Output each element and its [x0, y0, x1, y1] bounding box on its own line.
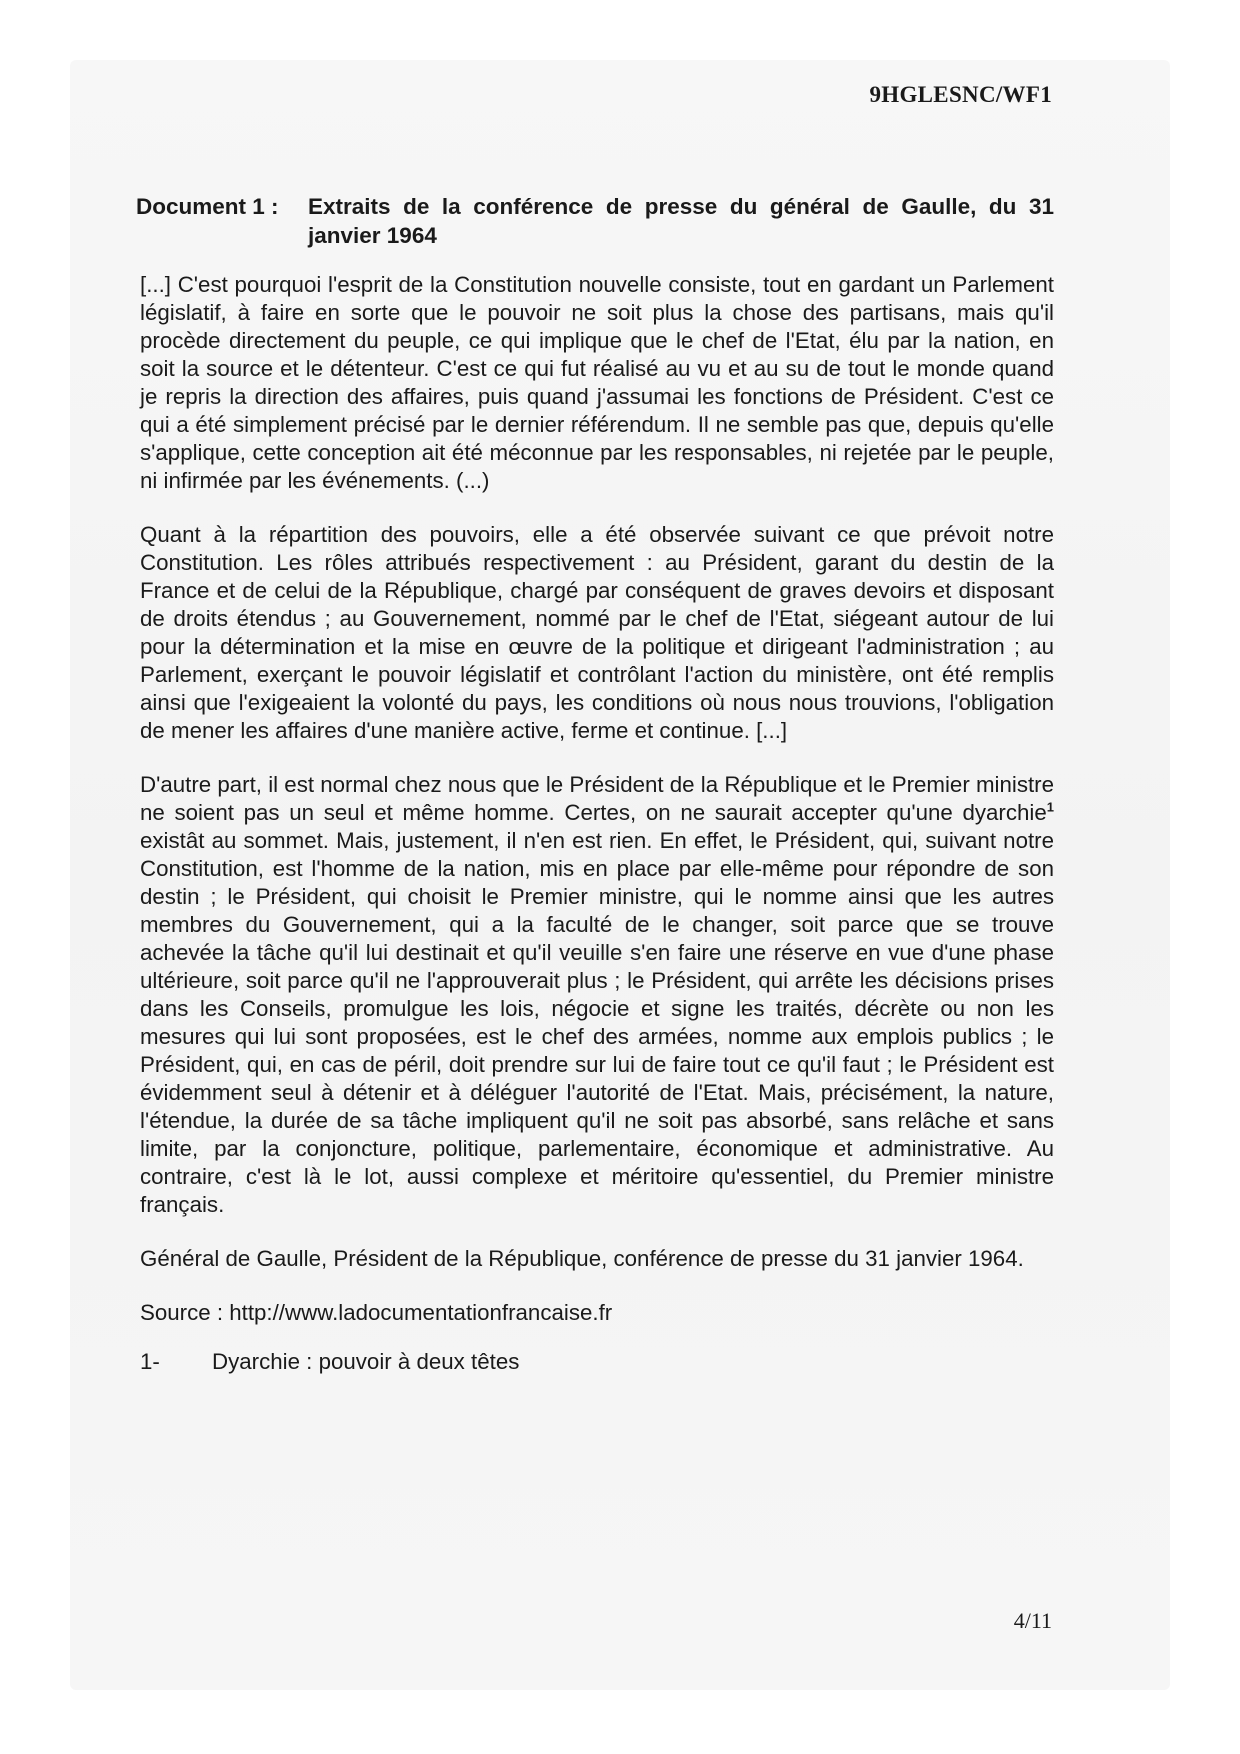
footnote-number: 1- [140, 1349, 160, 1374]
paragraph-3-part-1: D'autre part, il est normal chez nous que le Président de la République et le Premier ministre ne soient pas un seul et même homme. Certes, on ne saurait accepter qu'une dyarchie [140, 772, 1054, 825]
footnote [140, 1348, 1054, 1376]
paragraph-1: [...] C'est pourquoi l'esprit de la Constitution nouvelle consiste, tout en gardant un Parlement législatif, à faire en sorte que le pouvoir ne soit plus la chose des partisans, mais qu'il procède directement du peuple, ce qui implique que le chef de l'Etat, élu par la nation, en soit la source et le détenteur. C'est ce qui fut réalisé au vu et au su de tout le monde quand je repris la direction des affaires, puis quand j'assumai les fonctions de Président. C'est ce qui a été simplement précisé par le dernier référendum. Il ne semble pas que, depuis qu'elle s'applique, cette conception ait été méconnue par les responsables, ni rejetée par le peuple, ni infirmée par les événements. (...) [140, 272, 1054, 493]
footnote-text: Dyarchie : pouvoir à deux têtes [212, 1349, 520, 1374]
document-heading [136, 192, 1054, 250]
document-label: Document 1 : [136, 194, 279, 219]
signature-line: Général de Gaulle, Président de la République, conférence de presse du 31 janvier 1964. [140, 1246, 1024, 1271]
document-title: Extraits de la conférence de presse du général de Gaulle, du 31 janvier 1964 [308, 194, 1054, 248]
paragraph-3 [140, 771, 1054, 1219]
document-body [140, 271, 1054, 1376]
paragraph-2: Quant à la répartition des pouvoirs, elle a été observée suivant ce que prévoit notre Constitution. Les rôles attribués respectivement : au Président, garant du destin de la France et de celui de la République, chargé par conséquent de graves devoirs et disposant de droits étendus ; au Gouvernement, nommé par le chef de l'Etat, siégeant autour de lui pour la détermination et la mise en œuvre de la politique et dirigeant l'administration ; au Parlement, exerçant le pouvoir législatif et contrôlant l'action du ministère, ont été remplis ainsi que l'exigeaient la volonté du pays, les conditions où nous nous trouvions, l'obligation de mener les affaires d'une manière active, ferme et continue. [...] [140, 522, 1054, 743]
document-code: 9HGLESNC/WF1 [869, 82, 1052, 107]
paragraph-3-part-2: existât au sommet. Mais, justement, il n'en est rien. En effet, le Président, qui, suivant notre Constitution, est l'homme de la nation, mis en place par elle-même pour répondre de son destin ; le Président, qui choisit le Premier ministre, qui le nomme ainsi que les autres membres du Gouvernement, qui a la faculté de le changer, soit parce que se trouve achevée la tâche qu'il lui destinait et qu'il veuille s'en faire une réserve en vue d'une phase ultérieure, soit parce qu'il ne l'approuverait plus ; le Président, qui arrête les décisions prises dans les Conseils, promulgue les lois, négocie et signe les traités, décrète ou non les mesures qui lui sont proposées, est le chef des armées, nomme aux emplois publics ; le Président, qui, en cas de péril, doit prendre sur lui de faire tout ce qu'il faut ; le Président est évidemment seul à détenir et à déléguer l'autorité de l'Etat. Mais, précisément, la nature, l'étendue, la durée de sa tâche impliquent qu'il ne soit pas absorbé, sans relâche et sans limite, par la conjoncture, politique, parlementaire, économique et administrative. Au contraire, c'est là le lot, aussi complexe et méritoire qu'essentiel, du Premier ministre français. [140, 828, 1054, 1217]
page-number: 4/11 [1013, 1608, 1052, 1633]
footnote-reference: 1 [1046, 799, 1054, 815]
source-line: Source : http://www.ladocumentationfrancaise.fr [140, 1300, 613, 1325]
